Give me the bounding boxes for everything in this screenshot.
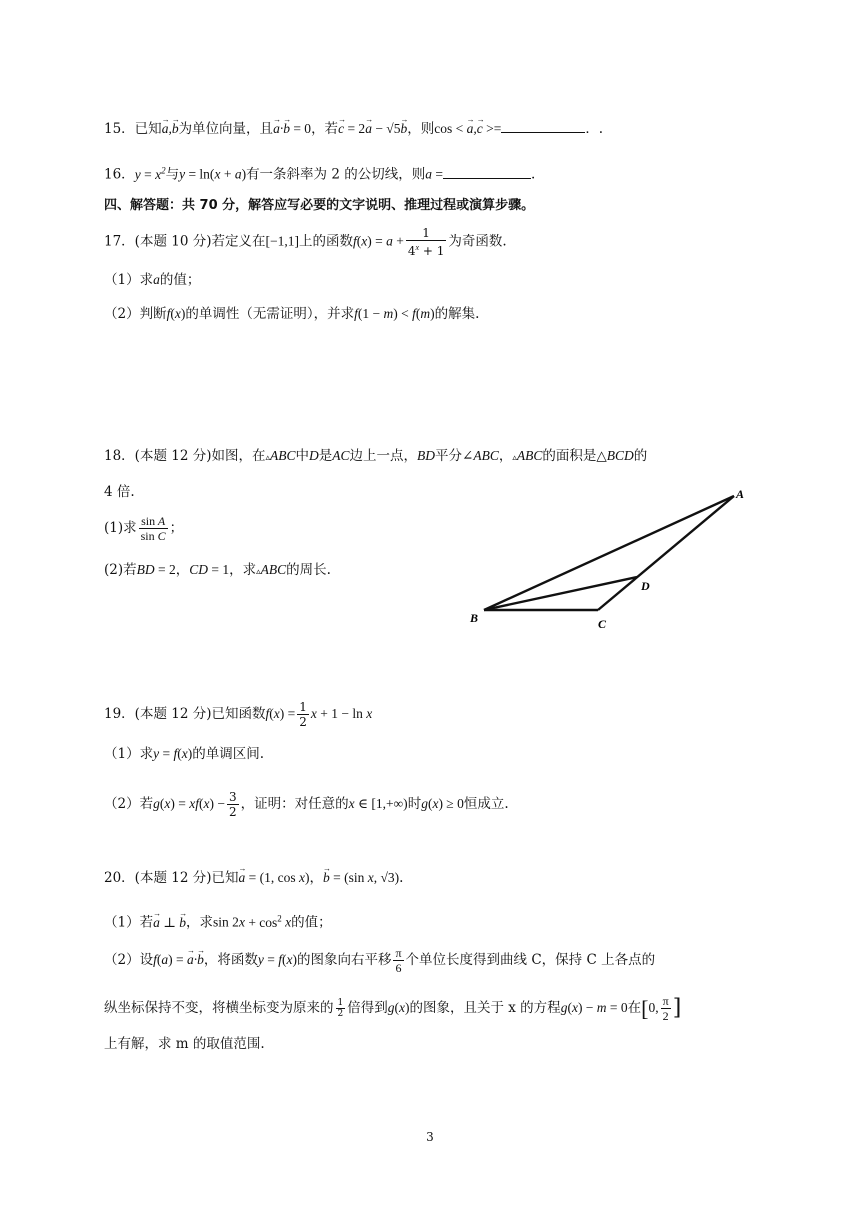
math-vector-c: → c = 2→ a − √5→ b bbox=[338, 121, 407, 136]
vertex-label-a: A bbox=[736, 487, 745, 501]
math-sine-ratio: $\frac{\text{sin A}}{\text{sin C}}$ bbox=[140, 514, 166, 543]
question-18-line-2: 4 倍. bbox=[104, 484, 135, 500]
answer-blank bbox=[443, 164, 531, 179]
vertex-label-c: C bbox=[598, 617, 607, 631]
triangle-figure bbox=[462, 482, 762, 632]
page-number: 3 bbox=[426, 1130, 434, 1144]
vertex-label-b: B bbox=[470, 611, 479, 625]
question-19: 19．(本题 12 分)已知函数f(x) = $\frac{1}{2}$ x + 1 − ln x bbox=[104, 700, 373, 729]
math-parabola: $y = x^2$ bbox=[134, 165, 166, 182]
question-18: 18．(本题 12 分)如图，在▵ABC中D是AC边上一点，BD平分∠ABC，▵ABC的面积是△BCD的 bbox=[104, 448, 648, 464]
segment-ca bbox=[598, 496, 734, 610]
question-19-part-1: （1）求y = f(x)的单调区间. bbox=[104, 746, 265, 762]
math-fraction: $\frac{1}{4^x + 1}$ bbox=[407, 226, 445, 258]
question-20-line-3: 纵坐标保持不变，将横坐标变为原来的 $\frac{1}{2}$ 倍得到g(x)的图象，且关于 x 的方程g(x) − m = 0在[0, $\frac{\pi}{2}$ ] bbox=[104, 994, 682, 1023]
vertex-label-d: D bbox=[641, 579, 650, 593]
math-function-f: f(x) = bbox=[265, 706, 296, 721]
math-interval: [−1,1] bbox=[265, 233, 299, 249]
question-18-part-1: (1)求 $\frac{\text{sin A}}{\text{sin C}}$ ； bbox=[104, 514, 184, 543]
math-cos-ac: cos < → a,→ c >= bbox=[434, 121, 501, 136]
question-17-part-2: （2）判断f(x)的单调性（无需证明），并求f(1 − m) < f(m)的解集. bbox=[104, 306, 480, 322]
section-heading: 四、解答题：共 70 分，解答应写必要的文字说明、推理过程或演算步骤。 bbox=[104, 198, 535, 213]
question-19-part-2: （2）若g(x) = xf(x) − $\frac{3}{2}$ ，证明：对任意的x ∈ [1,+∞)时g(x) ≥ 0恒成立. bbox=[104, 790, 509, 819]
question-17: 17．(本题 10 分)若定义在[−1,1]上的函数f(x) = a + $\frac{1}{4^x + 1}$ 为奇函数. bbox=[104, 226, 507, 258]
question-20: 20．(本题 12 分)已知→ a = (1, cos x)，→ b = (sin x, √3). bbox=[104, 868, 403, 888]
math-a-equals: a = bbox=[425, 166, 443, 182]
question-18-part-2: (2)若BD = 2，CD = 1，求▵ABC的周长. bbox=[104, 562, 331, 578]
question-20-line-4: 上有解，求 m 的取值范围. bbox=[104, 1036, 265, 1052]
question-17-part-1: （1）求a的值； bbox=[104, 272, 201, 288]
math-function-f: f(x) = a + bbox=[352, 233, 404, 249]
question-20-part-2: （2）设f(a) = → a·→ b，将函数y = f(x)的图象向右平移 $\frac{\pi}{6}$ 个单位长度得到曲线 C，保持 C 上各点的 bbox=[104, 946, 655, 975]
math-vectors-ab: → a,→ b bbox=[162, 121, 179, 136]
answer-blank bbox=[501, 118, 585, 133]
question-15: 15．已知→ a,→ b为单位向量，且→ a·→ b = 0，若→ c = 2→ a − √5→ b，则cos < → a,→ c >= ．. bbox=[104, 118, 603, 139]
segment-ba bbox=[484, 496, 734, 610]
math-log-curve: y = ln(x + a) bbox=[179, 166, 247, 182]
question-20-part-1: （1）若→ a ⊥ → b，求$\sin 2x + \cos^2 x$的值； bbox=[104, 908, 332, 933]
segment-bd bbox=[484, 577, 637, 610]
math-inequality: f(1 − m) < f(m) bbox=[354, 306, 435, 321]
question-16: 16．$y = x^2$与y = ln(x + a)有一条斜率为 2 的公切线，则a = . bbox=[104, 165, 536, 183]
math-dot-product-zero: → a·→ b = 0 bbox=[273, 121, 311, 136]
